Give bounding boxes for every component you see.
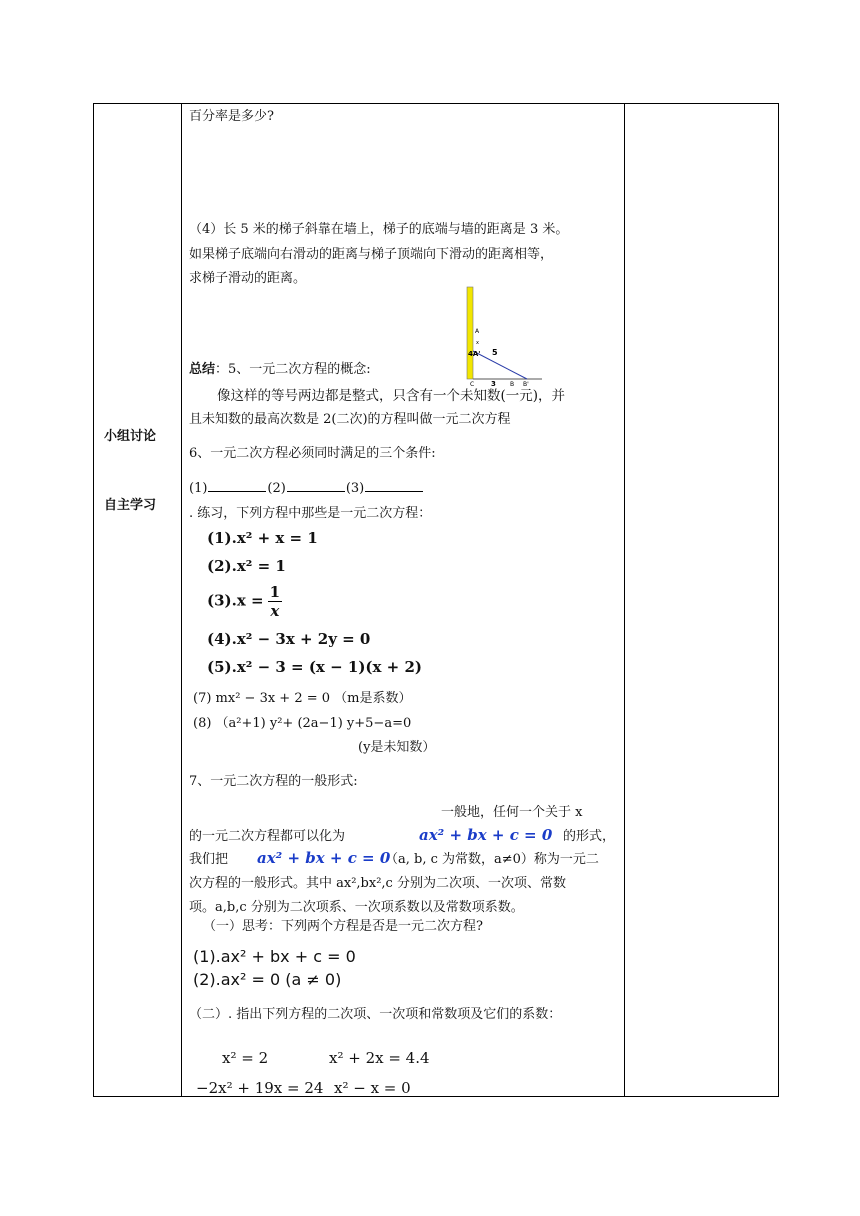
general-line-3-text: 我们把 [189,852,229,867]
general-line-2-suffix: 的形式， [563,829,616,844]
think-equation-2: (2).ax² = 0 (a ≠ 0) [193,970,342,989]
definition-line-2: 且未知数的最高次数是 2(二次)的方程叫做一元二次方程 [189,412,511,427]
label-5: 5 [492,348,498,357]
label-C: C [470,381,475,388]
label-3: 3 [491,380,496,388]
fraction-numerator: 1 [269,583,281,601]
paragraph-7: 7、一元二次方程的一般形式: [189,774,358,789]
label-B: B [510,381,515,388]
summary-label: 总结 [189,362,216,377]
blank-2[interactable] [287,479,345,492]
blank-3[interactable] [365,479,423,492]
cond-2-label: (2) [267,481,286,496]
label-x: x [476,340,479,346]
equation-5: (5).x² − 3 = (x − 1)(x + 2) [207,658,423,676]
ladder-figure [462,285,552,389]
general-line-2-text: 的一元二次方程都可以化为 [189,829,346,844]
general-line-3 [189,849,599,871]
equation-2: (2).x² = 1 [207,557,286,575]
general-formula-2: ax² + bx + c = 0 [257,849,391,867]
label-A: A [475,328,480,335]
practice-heading: . 练习，下列方程中那些是一元二次方程： [189,506,432,521]
text-line-top: 百分率是多少? [189,109,274,124]
question-4-line-3: 求梯子滑动的距离。 [189,271,307,286]
equation-8: (8) （a²+1) y²+ (2a−1) y+5−a=0 [193,716,412,731]
formula-4: x² − x = 0 [334,1079,411,1097]
label-B-prime: B' [523,381,529,388]
paragraph-6: 6、一元二次方程必须同时满足的三个条件: [189,446,436,461]
think-heading: （一）思考：下列两个方程是否是一元二次方程? [203,919,483,934]
fraction-denominator: x [270,602,280,620]
formula-2: x² + 2x = 4.4 [329,1049,430,1067]
question-4-line-2: 如果梯子底端向右滑动的距离与梯子顶端向下滑动的距离相等， [189,247,554,262]
equation-3 [207,583,282,620]
formula-1: x² = 2 [222,1049,269,1067]
paragraph-two: （二）. 指出下列方程的二次项、一次项和常数项及它们的系数： [189,1007,562,1022]
sidebar-label-self-study: 自主学习 [104,498,157,513]
general-formula-1: ax² + bx + c = 0 [419,826,553,844]
formula-3: −2x² + 19x = 24 [196,1079,324,1097]
general-line-1: 一般地，任何一个关于 x [441,805,583,820]
wall [467,287,473,379]
ladder-line [473,351,527,379]
summary-line [189,359,371,381]
sidebar-label-group-discussion: 小组讨论 [104,429,157,444]
equation-7: (7) mx² − 3x + 2 = 0 （m是系数） [193,691,412,706]
column-divider-1 [181,103,182,1097]
question-4-line-1: （4）长 5 米的梯子斜靠在墙上，梯子的底端与墙的距离是 3 米。 [189,222,569,237]
definition-line-1: 像这样的等号两边都是整式，只含有一个未知数(一元)，并 [217,388,566,404]
fraction [268,583,282,620]
column-divider-2 [624,103,625,1097]
cond-3-label: (3) [345,481,365,496]
conditions-line [189,478,424,500]
cond-1-label: (1) [189,481,208,496]
general-line-3-suffix: （a, b, c 为常数，a≠0）称为一元二 [385,852,599,867]
equation-1: (1).x² + x = 1 [207,529,318,547]
think-equation-1: (1).ax² + bx + c = 0 [193,947,356,966]
general-line-5: 项。a,b,c 分别为二次项系、一次项系数以及常数项系数。 [189,900,524,915]
blank-1[interactable] [208,479,266,492]
equation-3-prefix: (3).x = [207,591,264,610]
label-4A: 4A' [468,350,481,358]
equation-8-note: (y是未知数） [358,740,436,755]
general-line-4: 次方程的一般形式。其中 ax²,bx²,c 分别为二次项、一次项、常数 [189,876,566,891]
summary-text: ：5、一元二次方程的概念: [215,362,371,377]
general-line-2 [189,826,616,848]
equation-4: (4).x² − 3x + 2y = 0 [207,630,371,648]
